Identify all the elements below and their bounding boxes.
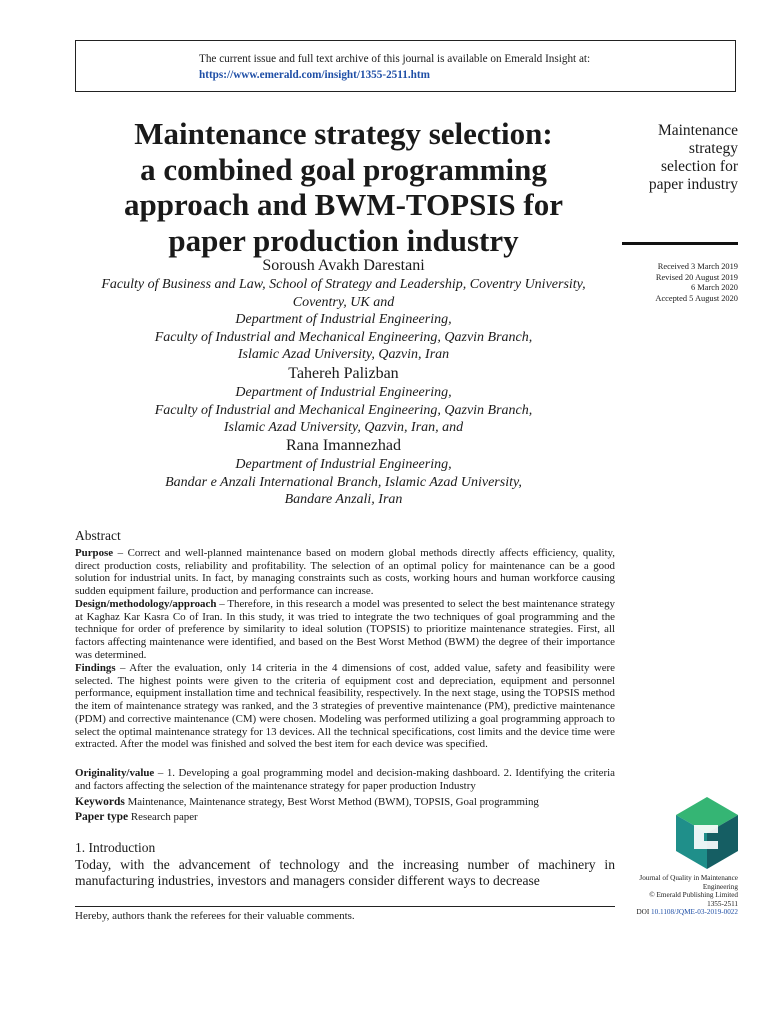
title-line: Maintenance strategy selection: [134,116,553,151]
design-label: Design/methodology/approach [75,598,217,610]
paper-type-label: Paper type [75,811,129,823]
purpose-label: Purpose [75,547,114,559]
paper-title [75,116,612,258]
abstract-design: Design/methodology/approach – Therefore, in this research a model was presented to select the best maintenance strategy at Kaghaz Kar Kasra Co of Iran. In this study, it was tried to integrate the two techniques of goal programming and the technique for order of preference by similarity to ideal solution (TOPSIS) to prioritize maintenance strategies. First, all factors affecting maintenance were identified, and based on the Best Worst Method (BWM) the degree of their importance was determined. [75,598,615,661]
footnote: Hereby, authors thank the referees for their valuable comments. [75,910,355,922]
keywords-label: Keywords [75,796,125,808]
title-line: paper production industry [168,222,519,258]
author-affiliation: Department of Industrial Engineering, Bandar e Anzali International Branch, Islamic Azad University, Bandare Anzali, Iran [165,457,522,507]
author-affiliation: Department of Industrial Engineering, Faculty of Industrial and Mechanical Engineering, Qazvin Branch, Islamic Azad University, Qazvin, Iran, and [154,385,533,435]
title-line: approach and BWM-TOPSIS for [124,187,563,222]
abstract-purpose: Purpose – Correct and well-planned maintenance based on modern global methods directly affects efficiency, quality, direct production costs, reliability and profitability. The selection of an optimal policy for maintenance can be a good solution for industrial units. In fact, by managing constraints such as costs, working hours and human workforce causing sudden equipment failure, production and performance can increase. [75,547,615,598]
paper-type: Paper type Research paper [75,811,198,823]
emerald-logo-icon [674,795,740,871]
journal-info: Journal of Quality in Maintenance Engineering © Emerald Publishing Limited 1355-2511 DOI 10.1108/JQME-03-2019-0022 [620,874,738,917]
abstract-findings: Findings – After the evaluation, only 14 criteria in the 4 dimensions of cost, added value, safety and feasibility were selected. The highest points were given to the criteria of equipment cost and depreciation, equipment and personnel performance, equipment installation time and technical feasibility, respectively. In the next stage, using the TOPSIS method the item of maintenance strategy was ranked, and the 3 strategies of preventive maintenance (PM), predictive maintenance (PDM) and corrective maintenance (CM) were chosen. Modeling was performed utilizing a goal programming approach to select the optimal maintenance strategy for 13 devices. All the technical specifications, cost limits and the device time were extracted. After the model was finished and solved the best item for each device was specified. [75,662,615,751]
author-name: Soroush Avakh Darestani [262,257,425,274]
margin-rule [622,242,738,245]
author-affiliation: Faculty of Business and Law, School of Strategy and Leadership, Coventry University, Coventry, UK and Department of Industrial Engineering, Faculty of Industrial and Mechanical Engineering, Qazvin Branch, Islamic Azad University, Qazvin, Iran [101,277,586,362]
doi-link[interactable]: 10.1108/JQME-03-2019-0022 [651,908,738,917]
banner-text: The current issue and full text archive of this journal is available on Emerald Insight at: [199,53,591,65]
author-name: Tahereh Palizban [288,365,399,382]
doi-line: DOI 10.1108/JQME-03-2019-0022 [636,908,738,917]
abstract-heading: Abstract [75,528,121,543]
originality-label: Originality/value [75,767,155,779]
findings-label: Findings [75,662,116,674]
title-line: a combined goal programming [140,151,547,187]
abstract-originality: Originality/value – 1. Developing a goal programming model and decision-making dashboard. 2. Identifying the criteria and factors affecting the selection of the maintenance strategy for paper production Industry [75,767,615,792]
introduction-text: Today, with the advancement of technology and the increasing number of machinery in manufacturing industries, investors and managers consider different ways to decrease [75,857,615,888]
journal-url-link[interactable]: https://www.emerald.com/insight/1355-2511.htm [199,69,430,81]
footnote-rule [75,906,615,907]
running-head: Maintenance strategy selection for paper industry [648,122,738,193]
author-name: Rana Imannezhad [285,437,402,454]
keywords: Keywords Maintenance, Maintenance strategy, Best Worst Method (BWM), TOPSIS, Goal programming [75,796,539,808]
introduction-heading: 1. Introduction [75,840,156,855]
journal-availability-banner [75,40,736,92]
received-dates: Received 3 March 2019 Revised 20 August 2019 6 March 2020 Accepted 5 August 2020 [655,262,738,303]
